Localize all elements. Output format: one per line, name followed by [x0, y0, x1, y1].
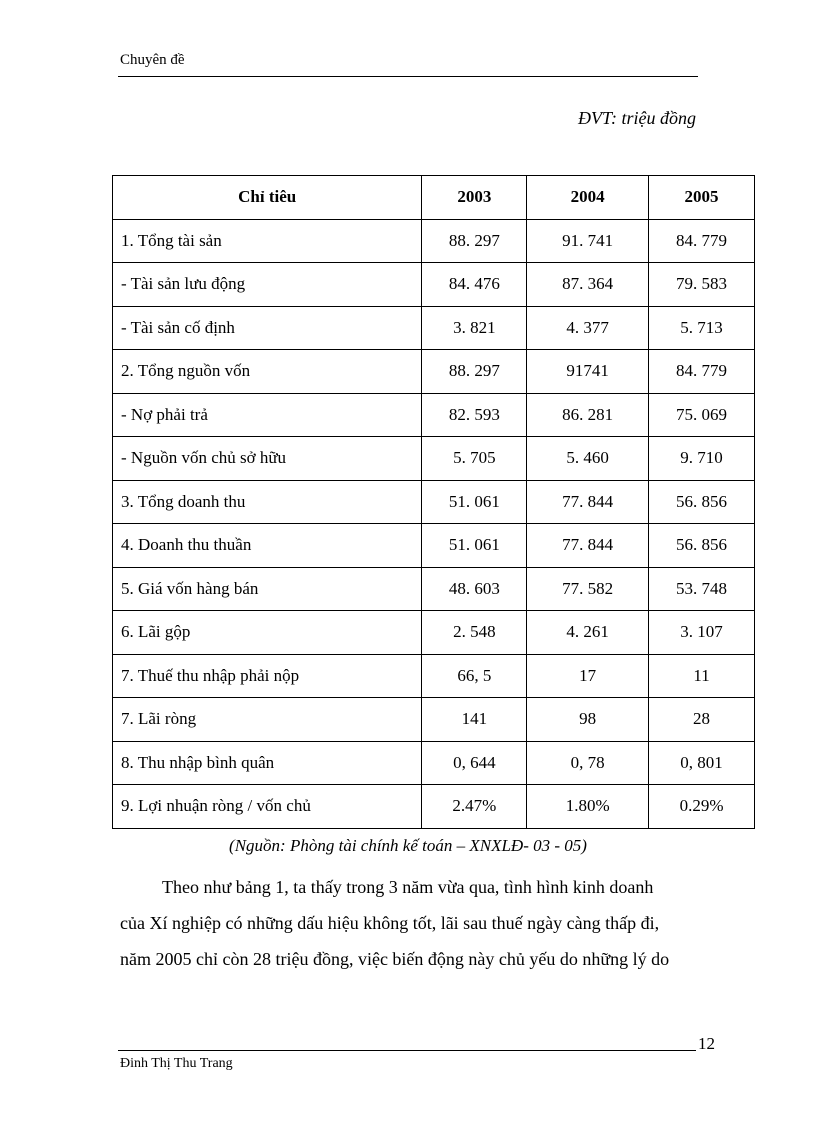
paragraph-line-3: năm 2005 chỉ còn 28 triệu đồng, việc biến động này chủ yếu do những lý do: [120, 949, 670, 969]
value-cell-2005: 79. 583: [649, 263, 755, 307]
value-cell-2005: 84. 779: [649, 350, 755, 394]
row-label-cell: 4. Doanh thu thuần: [113, 524, 422, 568]
value-cell-2004: 4. 261: [527, 611, 649, 655]
value-cell-2003: 2.47%: [422, 785, 527, 829]
financial-table: [112, 175, 755, 829]
value-cell-2003: 51. 061: [422, 480, 527, 524]
table-row: [113, 611, 755, 655]
value-cell-2005: 56. 856: [649, 524, 755, 568]
value-cell-2003: 48. 603: [422, 567, 527, 611]
value-cell-2003: 82. 593: [422, 393, 527, 437]
value-cell-2004: 0, 78: [527, 741, 649, 785]
column-header-2004: 2004: [527, 176, 649, 220]
unit-note: ĐVT: triệu đồng: [577, 108, 696, 128]
value-cell-2005: 0.29%: [649, 785, 755, 829]
value-cell-2005: 5. 713: [649, 306, 755, 350]
value-cell-2003: 3. 821: [422, 306, 527, 350]
table-row: [113, 350, 755, 394]
row-label-cell: 3. Tổng doanh thu: [113, 480, 422, 524]
value-cell-2005: 9. 710: [649, 437, 755, 481]
column-header-2003: 2003: [422, 176, 527, 220]
table-row: [113, 306, 755, 350]
value-cell-2005: 75. 069: [649, 393, 755, 437]
body-paragraph: [120, 869, 698, 977]
table-body: [113, 219, 755, 828]
value-cell-2003: 66, 5: [422, 654, 527, 698]
row-label-cell: 2. Tổng nguồn vốn: [113, 350, 422, 394]
value-cell-2003: 88. 297: [422, 219, 527, 263]
value-cell-2003: 84. 476: [422, 263, 527, 307]
value-cell-2004: 77. 844: [527, 524, 649, 568]
value-cell-2005: 11: [649, 654, 755, 698]
row-label-cell: 5. Giá vốn hàng bán: [113, 567, 422, 611]
value-cell-2003: 2. 548: [422, 611, 527, 655]
header-title: Chuyên đề: [120, 52, 185, 68]
row-label-cell: 6. Lãi gộp: [113, 611, 422, 655]
value-cell-2003: 88. 297: [422, 350, 527, 394]
row-label-cell: - Tài sản lưu động: [113, 263, 422, 307]
value-cell-2003: 141: [422, 698, 527, 742]
row-label-cell: 7. Thuế thu nhập phải nộp: [113, 654, 422, 698]
row-label-cell: 9. Lợi nhuận ròng / vốn chủ: [113, 785, 422, 829]
table-row: [113, 698, 755, 742]
header-rule: [118, 76, 698, 77]
table-row: [113, 524, 755, 568]
value-cell-2004: 86. 281: [527, 393, 649, 437]
table-row: [113, 785, 755, 829]
row-label-cell: 8. Thu nhập bình quân: [113, 741, 422, 785]
value-cell-2004: 91741: [527, 350, 649, 394]
value-cell-2004: 77. 844: [527, 480, 649, 524]
source-note: (Nguồn: Phòng tài chính kế toán – XNXLĐ- 03 - 05): [229, 836, 587, 855]
value-cell-2003: 5. 705: [422, 437, 527, 481]
value-cell-2004: 17: [527, 654, 649, 698]
row-label-cell: - Tài sản cố định: [113, 306, 422, 350]
table-row: [113, 480, 755, 524]
footer-rule: [118, 1050, 696, 1051]
row-label-cell: - Nguồn vốn chủ sở hữu: [113, 437, 422, 481]
table-row: [113, 741, 755, 785]
value-cell-2004: 1.80%: [527, 785, 649, 829]
row-label-cell: 7. Lãi ròng: [113, 698, 422, 742]
value-cell-2005: 84. 779: [649, 219, 755, 263]
table-row: [113, 263, 755, 307]
value-cell-2004: 77. 582: [527, 567, 649, 611]
value-cell-2004: 4. 377: [527, 306, 649, 350]
paragraph-line-1: Theo như bảng 1, ta thấy trong 3 năm vừa qua, tình hình kinh doanh: [162, 877, 654, 897]
row-label-cell: 1. Tổng tài sản: [113, 219, 422, 263]
value-cell-2004: 91. 741: [527, 219, 649, 263]
value-cell-2005: 56. 856: [649, 480, 755, 524]
column-header-2005: 2005: [649, 176, 755, 220]
value-cell-2003: 0, 644: [422, 741, 527, 785]
value-cell-2004: 98: [527, 698, 649, 742]
paragraph-line-2: của Xí nghiệp có những dấu hiệu không tốt, lãi sau thuế ngày càng thấp đi,: [120, 913, 660, 933]
value-cell-2005: 3. 107: [649, 611, 755, 655]
column-header-indicator: Chỉ tiêu: [113, 176, 422, 220]
value-cell-2005: 53. 748: [649, 567, 755, 611]
value-cell-2005: 0, 801: [649, 741, 755, 785]
table-row: [113, 654, 755, 698]
table-row: [113, 567, 755, 611]
table-row: [113, 437, 755, 481]
value-cell-2004: 87. 364: [527, 263, 649, 307]
value-cell-2005: 28: [649, 698, 755, 742]
row-label-cell: - Nợ phải trả: [113, 393, 422, 437]
value-cell-2004: 5. 460: [527, 437, 649, 481]
table-row: [113, 219, 755, 263]
table-row: [113, 393, 755, 437]
value-cell-2003: 51. 061: [422, 524, 527, 568]
footer-author: Đinh Thị Thu Trang: [120, 1056, 233, 1071]
table-header-row: [113, 176, 755, 220]
page-number: 12: [698, 1034, 715, 1053]
